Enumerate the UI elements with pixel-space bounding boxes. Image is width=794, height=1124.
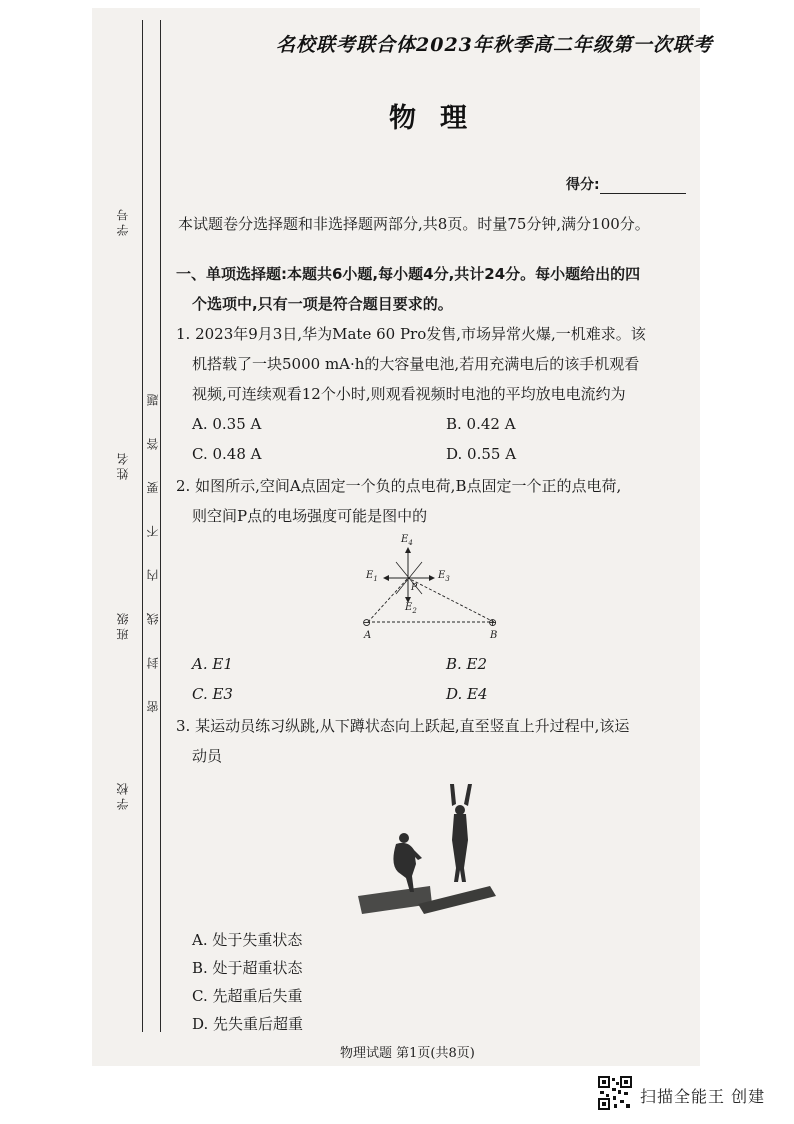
q1-option-c[interactable]: C. 0.48 A [192,445,262,463]
q3-option-d[interactable]: D. 先失重后超重 [192,1015,304,1033]
q2-option-c[interactable]: C. E3 [192,685,233,703]
line-b-p [408,578,494,622]
jumping-athlete [450,784,472,882]
question-1-line2: 机搭载了一块5000 mA·h的大容量电池,若用充满电后的该手机观看 [192,355,640,373]
q1-option-d[interactable]: D. 0.55 A [446,445,517,463]
q2-option-a[interactable]: A. E1 [192,655,233,673]
question-3-line2: 动员 [192,747,223,765]
sidebar-id-field [114,206,131,236]
sidebar-class-field [114,610,131,640]
mat-left [358,886,432,914]
question-1-line1: 1. 2023年9月3日,华为Mate 60 Pro发售,市场异常火爆,一机难求。该 [176,325,646,343]
seal-notice: 密 封 线 内 不 要 答 题 [146,380,160,713]
label-a: A [364,630,372,641]
label-e2: $E_2$ [405,602,417,615]
page-footer: 物理试题 第1页(共8页) [340,1046,475,1061]
score-blank [600,193,686,194]
crouching-athlete [393,833,422,892]
sidebar-id-label: 学号 [116,206,130,236]
sidebar-school-label: 学校 [116,780,130,810]
sidebar-name-label: 姓名 [116,450,130,480]
q1-option-a[interactable]: A. 0.35 A [192,415,262,433]
qr-code-icon [598,1076,632,1110]
question-3-line1: 3. 某运动员练习纵跳,从下蹲状态向上跃起,直至竖直上升过程中,该运 [176,717,630,735]
question-2-line2: 则空间P点的电场强度可能是图中的 [192,507,428,525]
exam-title: 名校联考联合体2023年秋季高二年级第一次联考 [276,34,713,56]
exam-intro: 本试题卷分选择题和非选择题两部分,共8页。时量75分钟,满分100分。 [178,215,650,233]
q3-option-b[interactable]: B. 处于超重状态 [192,959,303,977]
section-heading-line1: 一、单项选择题:本题共6小题,每小题4分,共计24分。每小题给出的四 [176,265,641,283]
electric-field-diagram [356,530,506,642]
question-1-line3: 视频,可连续观看12个小时,则观看视频时电池的平均放电电流约为 [192,385,626,403]
q3-option-a[interactable]: A. 处于失重状态 [192,931,303,949]
sidebar-class-label: 班级 [116,610,130,640]
line-a-p [368,578,408,622]
subject-title: 物理 [389,103,491,134]
q2-option-d[interactable]: D. E4 [446,685,488,703]
q1-option-b[interactable]: B. 0.42 A [446,415,516,433]
positive-charge-icon: ⊕ [488,616,498,629]
sidebar-school-field [114,780,131,810]
q2-option-b[interactable]: B. E2 [446,655,488,673]
section-heading-line2: 个选项中,只有一项是符合题目要求的。 [192,295,453,313]
label-e4: $E_4$ [401,534,413,547]
score-field [566,174,686,194]
negative-charge-icon: ⊖ [362,616,372,629]
scanner-brand: 扫描全能王 创建 [640,1087,766,1106]
label-e1: $E_1$ [366,570,378,583]
label-b: B [490,630,498,641]
label-e3: $E_3$ [438,570,450,583]
athlete-jump-photo [356,780,506,920]
question-2-line1: 2. 如图所示,空间A点固定一个负的点电荷,B点固定一个正的点电荷, [176,477,622,495]
q3-option-c[interactable]: C. 先超重后失重 [192,987,303,1005]
margin-rule-outer [142,20,143,1032]
label-p: P [411,583,418,593]
score-label: 得分: [566,177,600,193]
sidebar-name-field [114,450,131,480]
